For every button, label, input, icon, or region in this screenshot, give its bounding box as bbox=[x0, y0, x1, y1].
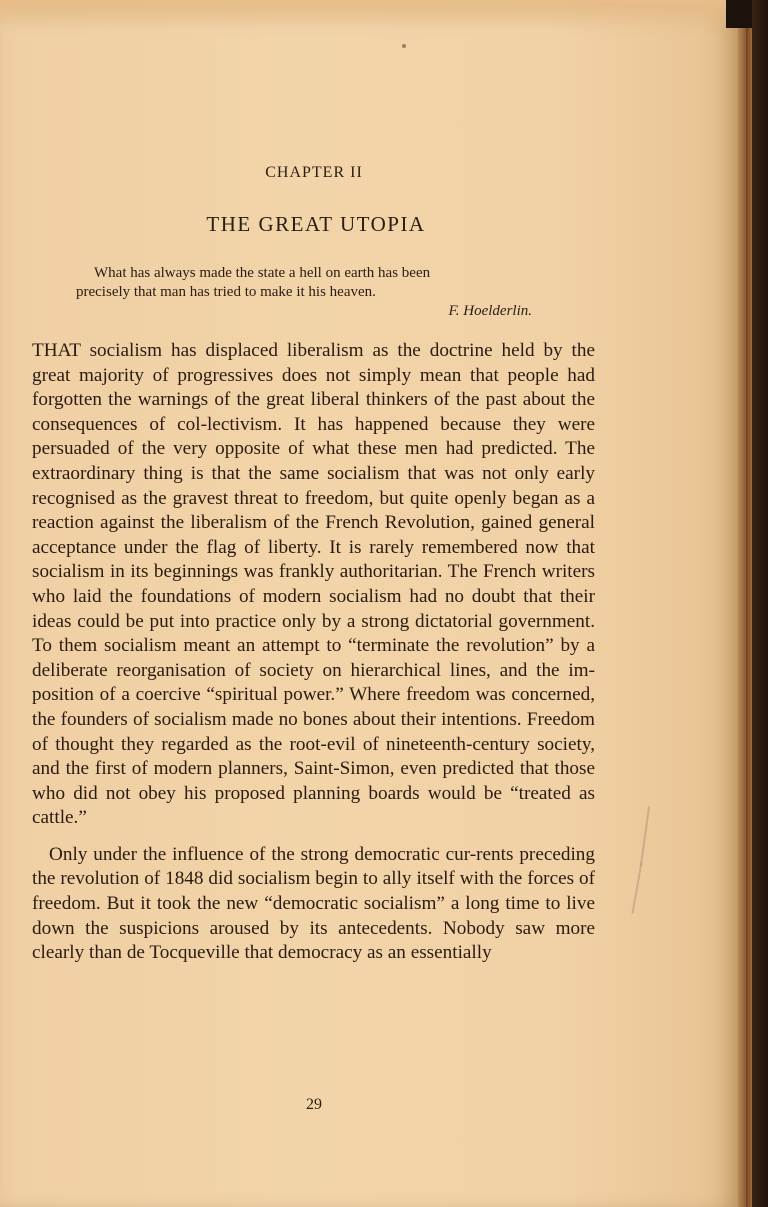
body-text bbox=[32, 339, 595, 966]
epigraph-line: What has always made the state a hell on earth has been bbox=[94, 265, 431, 281]
book-spine-shadow bbox=[752, 0, 768, 1207]
pencil-mark bbox=[640, 806, 650, 866]
pencil-mark bbox=[632, 862, 643, 914]
epigraph bbox=[76, 264, 556, 321]
paper-speck bbox=[402, 44, 406, 48]
chapter-title: THE GREAT UTOPIA bbox=[206, 212, 426, 236]
paragraph: THAT socialism has displaced liberalism as the doctrine held by the great majority of progressives does not simply mean that people had forgotten the warnings of the great liberal thinkers of the past about the consequences of col-lectivism. It has happened because they were persuaded of the very opposite of what these men had predicted. The extraordinary thing is that the same socialism that was not only early recognised as the gravest threat to freedom, but quite openly began as a reaction against the liberalism of the French Revolution, gained general acceptance under the flag of liberty. It is rarely remembered now that socialism in its beginnings was frankly authoritarian. The French writers who laid the foundations of modern socialism had no doubt that their ideas could be put into practice only by a strong dictatorial government. To them socialism meant an attempt to “terminate the revolution” by a deliberate reorganisation of society on hierarchical lines, and the im-position of a coercive “spiritual power.” Where freedom was concerned, the founders of socialism made no bones about their intentions. Freedom of thought they regarded as the root-evil of nineteenth-century society, and the first of modern planners, Saint-Simon, even predicted that those who did not obey his proposed planning boards would be “treated as cattle.” bbox=[32, 340, 595, 829]
paragraph: Only under the influence of the strong democratic cur-rents preceding the revolution of 1848 did socialism begin to ally itself with the forces of freedom. But it took the new “democratic socialism” a long time to live down the suspicions aroused by its antecedents. Nobody saw more clearly than de Tocqueville that democracy as an essentially bbox=[32, 843, 595, 964]
page-edge bbox=[738, 0, 746, 1207]
chapter-number: CHAPTER II bbox=[265, 164, 363, 181]
corner-shadow bbox=[726, 0, 752, 28]
epigraph-line: precisely that man has tried to make it his heaven. bbox=[76, 284, 376, 300]
page-top-shadow bbox=[0, 0, 738, 30]
epigraph-attribution: F. Hoelderlin. bbox=[448, 303, 532, 319]
page-number: 29 bbox=[306, 1096, 322, 1113]
